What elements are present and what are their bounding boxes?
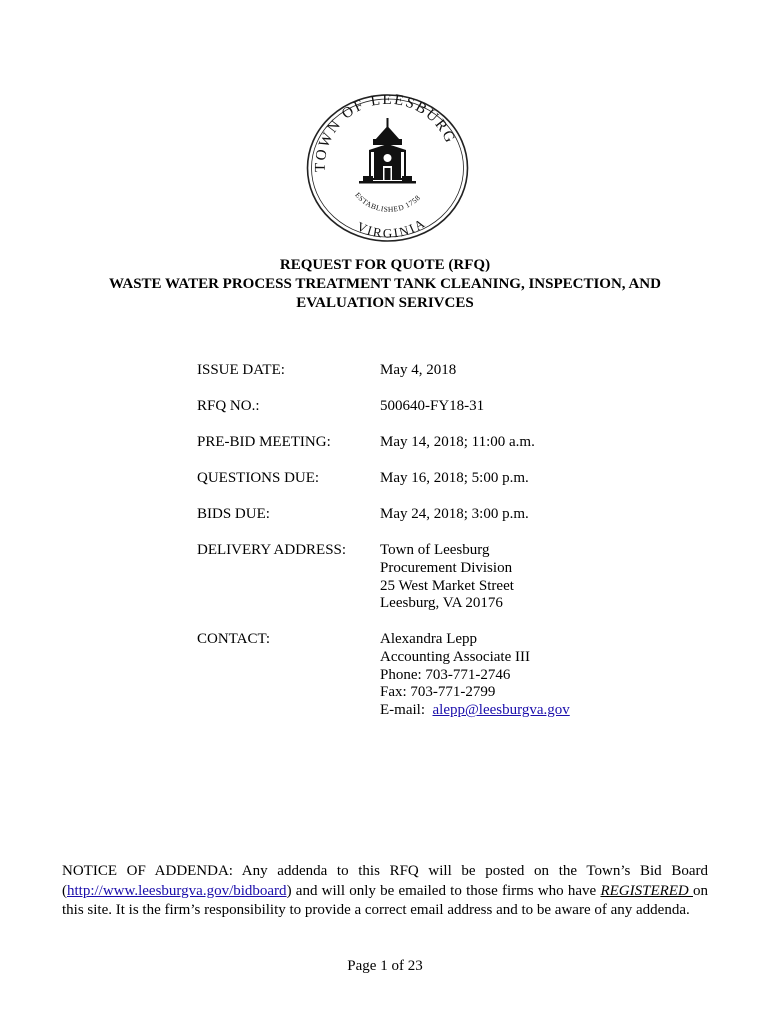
contact-email-prefix: E-mail: bbox=[380, 702, 433, 719]
contact-title: Accounting Associate III bbox=[380, 648, 530, 665]
delivery-line: Town of Leesburg bbox=[380, 542, 490, 558]
bid-board-link[interactable]: http://www.leesburgva.gov/bidboard bbox=[67, 882, 287, 899]
contact-email-line bbox=[380, 702, 570, 720]
seal-established-text: ESTABLISHED 1758 bbox=[353, 190, 423, 214]
contact-label: CONTACT: bbox=[197, 631, 271, 647]
prebid-meeting-label: PRE-BID MEETING: bbox=[197, 434, 331, 450]
title-line-1: REQUEST FOR QUOTE (RFQ) bbox=[279, 257, 491, 273]
title-line-2: WASTE WATER PROCESS TREATMENT TANK CLEANING, INSPECTION, AND bbox=[109, 276, 661, 292]
contact-value bbox=[380, 631, 570, 720]
contact-name: Alexandra Lepp bbox=[380, 631, 478, 647]
town-seal-logo bbox=[305, 92, 470, 244]
contact-phone: Phone: 703-771-2746 bbox=[380, 666, 511, 683]
questions-due-value: May 16, 2018; 5:00 p.m. bbox=[380, 470, 529, 486]
document-title bbox=[60, 256, 710, 313]
delivery-line: 25 West Market Street bbox=[380, 577, 514, 594]
issue-date-value: May 4, 2018 bbox=[380, 362, 457, 378]
title-line-3: EVALUATION SERIVCES bbox=[296, 295, 474, 311]
delivery-address-value bbox=[380, 542, 514, 613]
rfq-number-value: 500640-FY18-31 bbox=[380, 398, 485, 414]
registered-text: REGISTERED bbox=[600, 882, 693, 899]
delivery-address-label: DELIVERY ADDRESS: bbox=[197, 542, 347, 558]
notice-of-addenda bbox=[62, 862, 708, 921]
notice-on-text: on bbox=[693, 882, 708, 899]
seal-bottom-text: VIRGINIA bbox=[354, 214, 429, 241]
notice-middle-text: ) and will only be emailed to those firms who have bbox=[286, 882, 601, 899]
delivery-line: Procurement Division bbox=[380, 559, 513, 576]
bids-due-label: BIDS DUE: bbox=[197, 506, 270, 522]
notice-open-paren: ( bbox=[62, 882, 67, 899]
questions-due-label: QUESTIONS DUE: bbox=[197, 470, 320, 486]
prebid-meeting-value: May 14, 2018; 11:00 a.m. bbox=[380, 434, 535, 450]
page-number: Page 1 of 23 bbox=[347, 958, 423, 974]
notice-line-3: this site. It is the firm’s responsibility to provide a correct email address and to be aware of any addenda. bbox=[62, 902, 690, 918]
notice-line-2 bbox=[62, 882, 708, 902]
bids-due-value: May 24, 2018; 3:00 p.m. bbox=[380, 506, 529, 522]
seal-top-text: TOWN OF LEESBURG bbox=[312, 92, 459, 173]
contact-fax: Fax: 703-771-2799 bbox=[380, 684, 496, 701]
contact-email-link[interactable]: alepp@leesburgva.gov bbox=[432, 702, 570, 719]
delivery-line: Leesburg, VA 20176 bbox=[380, 595, 503, 612]
rfq-number-label: RFQ NO.: bbox=[197, 398, 260, 414]
issue-date-label: ISSUE DATE: bbox=[197, 362, 285, 378]
notice-line-1: NOTICE OF ADDENDA: Any addenda to this RFQ will be posted on the Town’s Bid Board bbox=[62, 863, 708, 879]
